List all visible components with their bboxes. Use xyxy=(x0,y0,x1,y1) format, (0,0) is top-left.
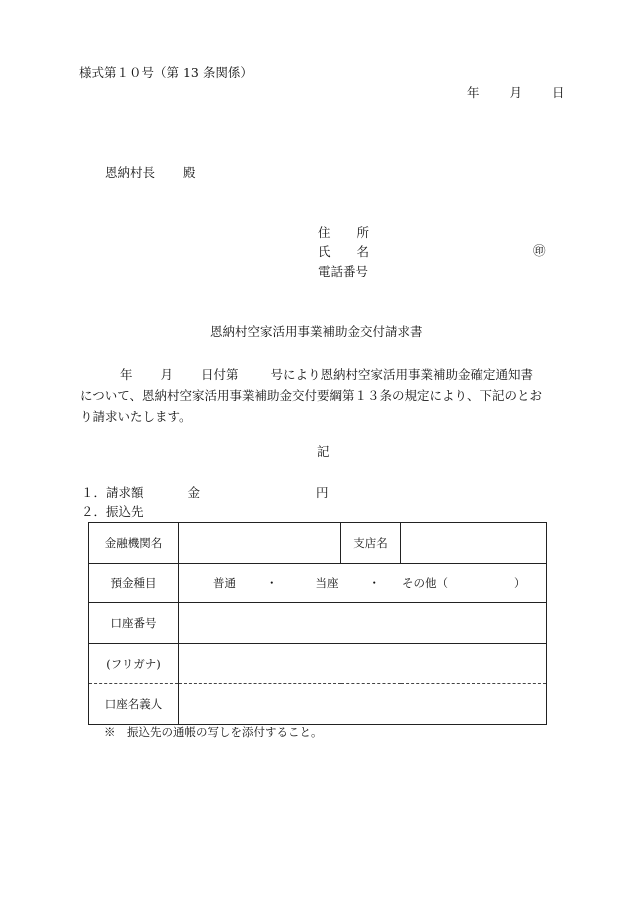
type-current[interactable]: 当座 xyxy=(315,576,339,590)
name-label: 氏 名 xyxy=(318,244,370,259)
form-number: 様式第１０号（第 13 条関係） xyxy=(79,65,253,80)
date-month: 月 xyxy=(509,85,523,100)
branch-label: 支店名 xyxy=(341,523,401,564)
body-paragraph xyxy=(80,364,550,427)
seal-mark: ㊞ xyxy=(533,243,546,258)
institution-field[interactable] xyxy=(179,523,341,564)
address-label: 住 所 xyxy=(318,225,370,240)
addressee xyxy=(105,167,196,180)
type-separator-1: ・ xyxy=(266,576,278,590)
addressee-name: 恩納村長 xyxy=(105,165,156,180)
bank-account-table xyxy=(88,522,547,725)
deposit-type-row xyxy=(89,564,547,603)
item-1-request-amount: １．請求額 金 円 xyxy=(81,485,329,500)
institution-row xyxy=(89,523,547,564)
deposit-type-options[interactable] xyxy=(179,564,547,603)
account-number-label: 口座番号 xyxy=(89,603,179,644)
account-number-row xyxy=(89,603,547,644)
type-separator-2: ・ xyxy=(368,576,380,590)
type-other[interactable]: その他（ xyxy=(402,576,448,590)
furigana-field[interactable] xyxy=(179,644,547,684)
body-line-1: 年 月 日付第 号により恩納村空家活用事業補助金確定通知書 xyxy=(120,367,534,382)
date-year: 年 xyxy=(467,85,480,100)
phone-label: 電話番号 xyxy=(318,264,369,279)
type-regular[interactable]: 普通 xyxy=(213,576,236,590)
furigana-label: (フリガナ) xyxy=(89,644,179,684)
body-line-3: り請求いたします。 xyxy=(80,409,192,424)
holder-field[interactable] xyxy=(179,684,547,725)
holder-label: 口座名義人 xyxy=(89,684,179,725)
attachment-note: ※ 振込先の通帳の写しを添付すること。 xyxy=(104,725,323,739)
holder-row xyxy=(89,684,547,725)
deposit-type-label: 預金種目 xyxy=(89,564,179,603)
item-2-transfer-destination: ２．振込先 xyxy=(81,504,144,519)
account-number-field[interactable] xyxy=(179,603,547,644)
type-other-close: ） xyxy=(514,576,526,590)
addressee-honorific: 殿 xyxy=(183,165,196,180)
document-title: 恩納村空家活用事業補助金交付請求書 xyxy=(210,324,423,339)
date-line xyxy=(467,87,565,100)
body-line-2: について、恩納村空家活用事業補助金交付要綱第１３条の規定により、下記のとお xyxy=(80,388,543,403)
ki-heading: 記 xyxy=(317,444,330,459)
institution-label: 金融機関名 xyxy=(89,523,179,564)
furigana-row xyxy=(89,644,547,684)
date-day: 日 xyxy=(552,85,565,100)
branch-field[interactable] xyxy=(401,523,547,564)
